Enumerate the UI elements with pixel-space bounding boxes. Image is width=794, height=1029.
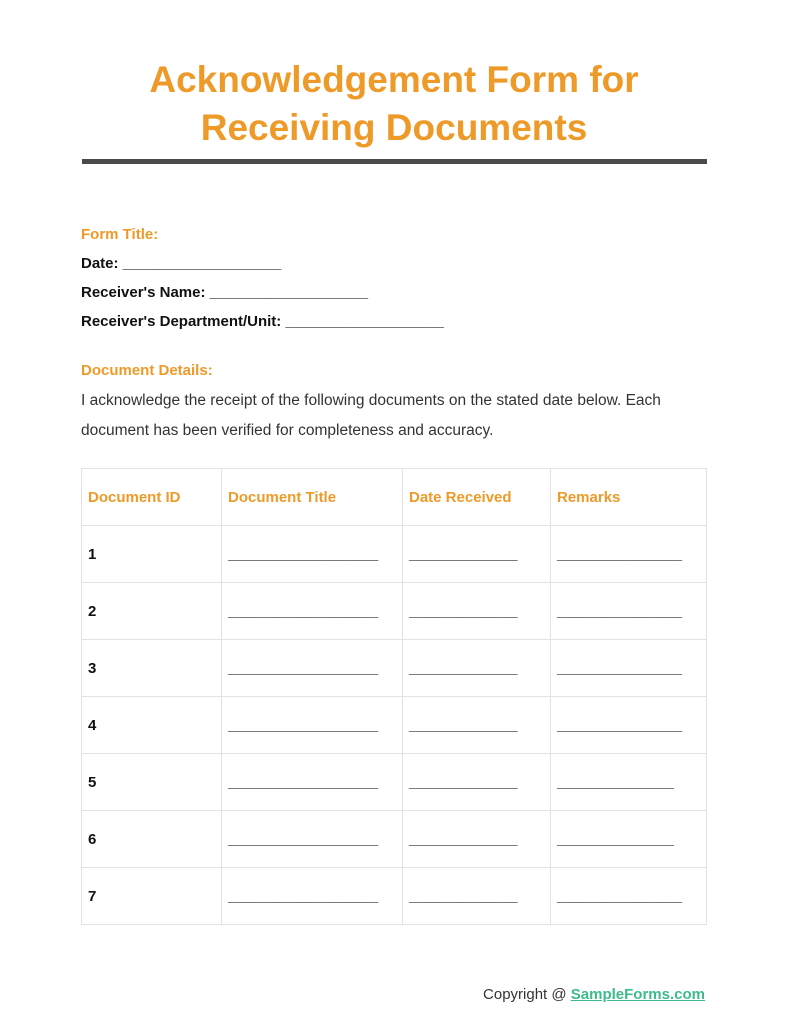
table-row [82, 868, 707, 925]
document-details-intro: I acknowledge the receipt of the following documents on the stated date below. Each document has been verified for completeness and accuracy. [81, 392, 661, 439]
header-remarks: Remarks [551, 469, 707, 526]
cell-date-received: _____________ [403, 868, 551, 925]
cell-remarks: _______________ [551, 640, 707, 697]
brand-link[interactable]: SampleForms.com [570, 986, 705, 1003]
cell-document-title: __________________ [222, 697, 403, 754]
cell-date-received: _____________ [403, 754, 551, 811]
table-row [82, 811, 707, 868]
cell-document-title: __________________ [222, 868, 403, 925]
cell-remarks: _______________ [551, 583, 707, 640]
table-header-row [82, 469, 707, 526]
cell-document-id: 7 [82, 868, 222, 925]
document-details-heading: Document Details: [81, 362, 213, 379]
cell-document-id: 5 [82, 754, 222, 811]
cell-document-id: 6 [82, 811, 222, 868]
cell-remarks: _______________ [551, 868, 707, 925]
cell-document-title: __________________ [222, 526, 403, 583]
cell-document-id: 1 [82, 526, 222, 583]
cell-date-received: _____________ [403, 640, 551, 697]
cell-document-title: __________________ [222, 754, 403, 811]
cell-document-id: 4 [82, 697, 222, 754]
cell-remarks: ______________ [551, 811, 707, 868]
cell-date-received: _____________ [403, 697, 551, 754]
table-row [82, 583, 707, 640]
copyright-text: Copyright @ [483, 986, 571, 1003]
cell-document-title: __________________ [222, 640, 403, 697]
cell-document-title: __________________ [222, 583, 403, 640]
cell-date-received: _____________ [403, 583, 551, 640]
cell-date-received: _____________ [403, 811, 551, 868]
date-field: Date: ___________________ [81, 255, 282, 272]
title-divider [82, 159, 707, 164]
header-document-title: Document Title [222, 469, 403, 526]
page-title: Acknowledgement Form for Receiving Documents [149, 59, 639, 148]
receiver-name-field: Receiver's Name: ___________________ [81, 284, 369, 301]
receiver-department-field: Receiver's Department/Unit: ___________________ [81, 313, 444, 330]
cell-document-title: __________________ [222, 811, 403, 868]
table-row [82, 697, 707, 754]
cell-document-id: 2 [82, 583, 222, 640]
cell-remarks: ______________ [551, 754, 707, 811]
table-row [82, 526, 707, 583]
cell-remarks: _______________ [551, 526, 707, 583]
cell-document-id: 3 [82, 640, 222, 697]
table-row [82, 754, 707, 811]
table-row [82, 640, 707, 697]
cell-date-received: _____________ [403, 526, 551, 583]
form-title-label: Form Title: [81, 226, 159, 243]
header-date-received: Date Received [403, 469, 551, 526]
footer [483, 986, 705, 1003]
header-document-id: Document ID [82, 469, 222, 526]
cell-remarks: _______________ [551, 697, 707, 754]
documents-table [81, 468, 707, 925]
